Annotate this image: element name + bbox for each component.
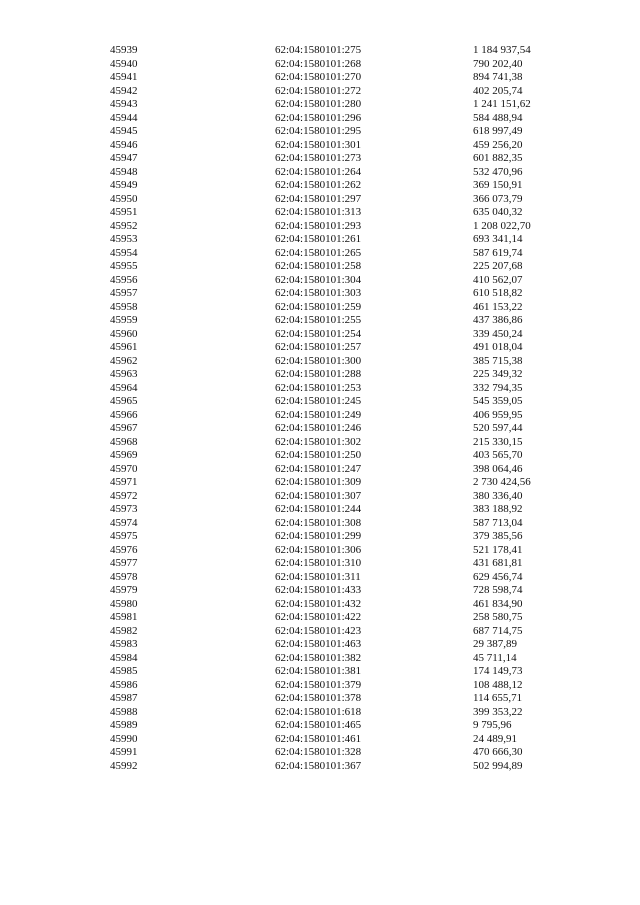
cadastral-number-cell: 62:04:1580101:311 (275, 570, 361, 583)
cadastral-number-cell: 62:04:1580101:307 (275, 489, 362, 502)
table-row (0, 166, 593, 180)
table-row (0, 179, 593, 193)
row-number-cell: 45953 (110, 233, 138, 245)
cadastral-number-cell: 62:04:1580101:250 (275, 449, 362, 461)
table-row (0, 193, 593, 207)
table-row (0, 206, 593, 220)
cadastral-value-cell: 587 619,74 (473, 246, 523, 259)
cadastral-number-cell: 62:04:1580101:296 (275, 111, 362, 124)
cadastral-number-cell: 62:04:1580101:378 (275, 692, 362, 704)
cadastral-value-cell: 383 188,92 (473, 503, 523, 515)
row-number-cell: 45977 (110, 557, 138, 569)
table-row (0, 530, 593, 544)
table-row (0, 328, 593, 342)
cadastral-number-cell: 62:04:1580101:432 (275, 597, 362, 610)
cadastral-number-cell: 62:04:1580101:272 (275, 84, 362, 97)
table-row (0, 301, 593, 315)
table-row (0, 247, 593, 261)
table-row (0, 355, 593, 369)
table-row (0, 58, 593, 72)
cadastral-value-cell: 790 202,40 (473, 57, 523, 70)
table-row (0, 220, 593, 234)
cadastral-number-cell: 62:04:1580101:275 (275, 44, 362, 56)
row-number-cell: 45940 (110, 57, 138, 70)
row-number-cell: 45984 (110, 651, 138, 664)
table-row (0, 85, 593, 99)
cadastral-number-cell: 62:04:1580101:280 (275, 98, 362, 110)
cadastral-number-cell: 62:04:1580101:308 (275, 516, 362, 529)
cadastral-number-cell: 62:04:1580101:262 (275, 179, 362, 191)
cadastral-value-cell: 369 150,91 (473, 179, 523, 191)
table-row (0, 112, 593, 126)
cadastral-number-cell: 62:04:1580101:273 (275, 152, 362, 164)
row-number-cell: 45982 (110, 624, 138, 637)
table-row (0, 760, 593, 774)
cadastral-value-cell: 1 208 022,70 (473, 219, 531, 232)
table-row (0, 746, 593, 760)
table-row (0, 503, 593, 517)
table-row (0, 706, 593, 720)
cadastral-value-cell: 366 073,79 (473, 192, 523, 205)
cadastral-number-cell: 62:04:1580101:268 (275, 57, 362, 70)
cadastral-value-cell: 114 655,71 (473, 692, 523, 704)
row-number-cell: 45955 (110, 260, 138, 272)
cadastral-value-cell: 406 959,95 (473, 408, 523, 421)
cadastral-value-cell: 635 040,32 (473, 206, 523, 218)
row-number-cell: 45961 (110, 341, 138, 353)
cadastral-number-cell: 62:04:1580101:261 (275, 233, 362, 245)
cadastral-number-cell: 62:04:1580101:465 (275, 719, 362, 731)
table-row (0, 449, 593, 463)
cadastral-number-cell: 62:04:1580101:303 (275, 287, 362, 299)
cadastral-value-cell: 108 488,12 (473, 678, 523, 691)
table-row (0, 490, 593, 504)
cadastral-value-cell: 225 349,32 (473, 368, 523, 380)
table-row (0, 422, 593, 436)
row-number-cell: 45960 (110, 327, 138, 340)
cadastral-number-cell: 62:04:1580101:463 (275, 638, 362, 650)
table-row (0, 125, 593, 139)
row-number-cell: 45981 (110, 611, 138, 623)
row-number-cell: 45985 (110, 665, 138, 677)
cadastral-number-cell: 62:04:1580101:461 (275, 732, 362, 745)
cadastral-value-cell: 403 565,70 (473, 449, 523, 461)
cadastral-value-cell: 1 184 937,54 (473, 44, 531, 56)
table-row (0, 544, 593, 558)
table-row (0, 625, 593, 639)
cadastral-number-cell: 62:04:1580101:297 (275, 192, 362, 205)
row-number-cell: 45966 (110, 408, 138, 421)
row-number-cell: 45954 (110, 246, 138, 259)
row-number-cell: 45967 (110, 422, 138, 434)
table-row (0, 598, 593, 612)
table-row (0, 341, 593, 355)
table-row (0, 679, 593, 693)
cadastral-number-cell: 62:04:1580101:247 (275, 462, 362, 475)
row-number-cell: 45978 (110, 570, 138, 583)
cadastral-number-cell: 62:04:1580101:309 (275, 476, 362, 488)
cadastral-value-cell: 687 714,75 (473, 624, 523, 637)
cadastral-number-cell: 62:04:1580101:299 (275, 530, 362, 542)
table-row (0, 71, 593, 85)
table-row (0, 652, 593, 666)
cadastral-value-cell: 894 741,38 (473, 71, 523, 83)
table-row (0, 517, 593, 531)
row-number-cell: 45963 (110, 368, 138, 380)
cadastral-value-cell: 618 997,49 (473, 125, 523, 137)
cadastral-number-cell: 62:04:1580101:433 (275, 584, 362, 596)
cadastral-value-cell: 470 666,30 (473, 746, 523, 758)
row-number-cell: 45958 (110, 300, 138, 313)
table-body (0, 44, 593, 773)
row-number-cell: 45947 (110, 152, 138, 164)
cadastral-number-cell: 62:04:1580101:288 (275, 368, 362, 380)
cadastral-number-cell: 62:04:1580101:379 (275, 678, 362, 691)
cadastral-number-cell: 62:04:1580101:306 (275, 543, 362, 556)
row-number-cell: 45990 (110, 732, 138, 745)
row-number-cell: 45952 (110, 219, 138, 232)
cadastral-number-cell: 62:04:1580101:302 (275, 435, 362, 448)
row-number-cell: 45965 (110, 395, 138, 407)
table-row (0, 611, 593, 625)
row-number-cell: 45944 (110, 111, 138, 124)
cadastral-number-cell: 62:04:1580101:249 (275, 408, 362, 421)
row-number-cell: 45957 (110, 287, 138, 299)
cadastral-value-cell: 45 711,14 (473, 651, 517, 664)
table-row (0, 274, 593, 288)
table-row (0, 233, 593, 247)
table-row (0, 139, 593, 153)
row-number-cell: 45972 (110, 489, 138, 502)
row-number-cell: 45962 (110, 354, 138, 367)
cadastral-value-cell: 215 330,15 (473, 435, 523, 448)
cadastral-value-cell: 339 450,24 (473, 327, 523, 340)
table-row (0, 382, 593, 396)
row-number-cell: 45987 (110, 692, 138, 704)
cadastral-number-cell: 62:04:1580101:253 (275, 381, 362, 394)
cadastral-number-cell: 62:04:1580101:265 (275, 246, 362, 259)
row-number-cell: 45975 (110, 530, 138, 542)
cadastral-value-cell: 584 488,94 (473, 111, 523, 124)
cadastral-number-cell: 62:04:1580101:254 (275, 327, 362, 340)
cadastral-value-cell: 459 256,20 (473, 138, 523, 151)
table-row (0, 733, 593, 747)
row-number-cell: 45946 (110, 138, 138, 151)
cadastral-number-cell: 62:04:1580101:270 (275, 71, 362, 83)
cadastral-value-cell: 258 580,75 (473, 611, 523, 623)
cadastral-value-cell: 24 489,91 (473, 732, 517, 745)
row-number-cell: 45992 (110, 759, 138, 772)
cadastral-value-cell: 629 456,74 (473, 570, 523, 583)
cadastral-value-cell: 379 385,56 (473, 530, 523, 542)
cadastral-number-cell: 62:04:1580101:382 (275, 651, 362, 664)
cadastral-value-table (0, 44, 593, 773)
table-row (0, 260, 593, 274)
table-row (0, 152, 593, 166)
cadastral-number-cell: 62:04:1580101:328 (275, 746, 362, 758)
cadastral-number-cell: 62:04:1580101:293 (275, 219, 362, 232)
row-number-cell: 45980 (110, 597, 138, 610)
cadastral-value-cell: 502 994,89 (473, 759, 523, 772)
cadastral-number-cell: 62:04:1580101:367 (275, 759, 362, 772)
table-row (0, 476, 593, 490)
table-row (0, 638, 593, 652)
cadastral-value-cell: 385 715,38 (473, 354, 523, 367)
table-row (0, 692, 593, 706)
row-number-cell: 45979 (110, 584, 138, 596)
cadastral-value-cell: 398 064,46 (473, 462, 523, 475)
cadastral-number-cell: 62:04:1580101:257 (275, 341, 362, 353)
cadastral-value-cell: 587 713,04 (473, 516, 523, 529)
row-number-cell: 45943 (110, 98, 138, 110)
row-number-cell: 45968 (110, 435, 138, 448)
cadastral-number-cell: 62:04:1580101:295 (275, 125, 362, 137)
cadastral-value-cell: 2 730 424,56 (473, 476, 531, 488)
cadastral-value-cell: 532 470,96 (473, 165, 523, 178)
table-row (0, 314, 593, 328)
table-row (0, 287, 593, 301)
table-row (0, 719, 593, 733)
cadastral-number-cell: 62:04:1580101:423 (275, 624, 362, 637)
table-row (0, 665, 593, 679)
row-number-cell: 45959 (110, 314, 138, 326)
cadastral-number-cell: 62:04:1580101:381 (275, 665, 362, 677)
cadastral-value-cell: 332 794,35 (473, 381, 523, 394)
row-number-cell: 45948 (110, 165, 138, 178)
row-number-cell: 45991 (110, 746, 138, 758)
table-row (0, 584, 593, 598)
cadastral-number-cell: 62:04:1580101:304 (275, 273, 362, 286)
cadastral-value-cell: 610 518,82 (473, 287, 523, 299)
row-number-cell: 45969 (110, 449, 138, 461)
cadastral-value-cell: 545 359,05 (473, 395, 523, 407)
row-number-cell: 45970 (110, 462, 138, 475)
row-number-cell: 45951 (110, 206, 138, 218)
row-number-cell: 45973 (110, 503, 138, 515)
cadastral-number-cell: 62:04:1580101:618 (275, 705, 362, 718)
row-number-cell: 45986 (110, 678, 138, 691)
cadastral-value-cell: 1 241 151,62 (473, 98, 531, 110)
table-row (0, 436, 593, 450)
cadastral-number-cell: 62:04:1580101:310 (275, 557, 362, 569)
row-number-cell: 45971 (110, 476, 138, 488)
cadastral-number-cell: 62:04:1580101:313 (275, 206, 362, 218)
cadastral-value-cell: 9 795,96 (473, 719, 512, 731)
cadastral-number-cell: 62:04:1580101:301 (275, 138, 362, 151)
row-number-cell: 45974 (110, 516, 138, 529)
table-row (0, 571, 593, 585)
cadastral-number-cell: 62:04:1580101:245 (275, 395, 362, 407)
row-number-cell: 45942 (110, 84, 138, 97)
row-number-cell: 45964 (110, 381, 138, 394)
table-row (0, 395, 593, 409)
cadastral-value-cell: 461 153,22 (473, 300, 523, 313)
row-number-cell: 45950 (110, 192, 138, 205)
row-number-cell: 45939 (110, 44, 138, 56)
row-number-cell: 45976 (110, 543, 138, 556)
cadastral-number-cell: 62:04:1580101:258 (275, 260, 362, 272)
cadastral-number-cell: 62:04:1580101:422 (275, 611, 362, 623)
cadastral-value-cell: 431 681,81 (473, 557, 523, 569)
row-number-cell: 45945 (110, 125, 138, 137)
cadastral-value-cell: 174 149,73 (473, 665, 523, 677)
cadastral-value-cell: 437 386,86 (473, 314, 523, 326)
table-row (0, 557, 593, 571)
cadastral-value-cell: 399 353,22 (473, 705, 523, 718)
cadastral-value-cell: 225 207,68 (473, 260, 523, 272)
row-number-cell: 45983 (110, 638, 138, 650)
cadastral-number-cell: 62:04:1580101:259 (275, 300, 362, 313)
cadastral-value-cell: 491 018,04 (473, 341, 523, 353)
cadastral-value-cell: 521 178,41 (473, 543, 523, 556)
cadastral-number-cell: 62:04:1580101:244 (275, 503, 362, 515)
row-number-cell: 45989 (110, 719, 138, 731)
cadastral-value-cell: 29 387,89 (473, 638, 517, 650)
row-number-cell: 45956 (110, 273, 138, 286)
table-row (0, 44, 593, 58)
table-row (0, 463, 593, 477)
cadastral-value-cell: 693 341,14 (473, 233, 523, 245)
table-row (0, 368, 593, 382)
table-row (0, 409, 593, 423)
cadastral-number-cell: 62:04:1580101:246 (275, 422, 362, 434)
row-number-cell: 45988 (110, 705, 138, 718)
cadastral-number-cell: 62:04:1580101:255 (275, 314, 362, 326)
cadastral-value-cell: 402 205,74 (473, 84, 523, 97)
row-number-cell: 45949 (110, 179, 138, 191)
table-row (0, 98, 593, 112)
cadastral-number-cell: 62:04:1580101:264 (275, 165, 362, 178)
cadastral-value-cell: 461 834,90 (473, 597, 523, 610)
cadastral-value-cell: 380 336,40 (473, 489, 523, 502)
row-number-cell: 45941 (110, 71, 138, 83)
cadastral-value-cell: 520 597,44 (473, 422, 523, 434)
cadastral-value-cell: 601 882,35 (473, 152, 523, 164)
cadastral-value-cell: 410 562,07 (473, 273, 523, 286)
cadastral-number-cell: 62:04:1580101:300 (275, 354, 362, 367)
cadastral-value-cell: 728 598,74 (473, 584, 523, 596)
